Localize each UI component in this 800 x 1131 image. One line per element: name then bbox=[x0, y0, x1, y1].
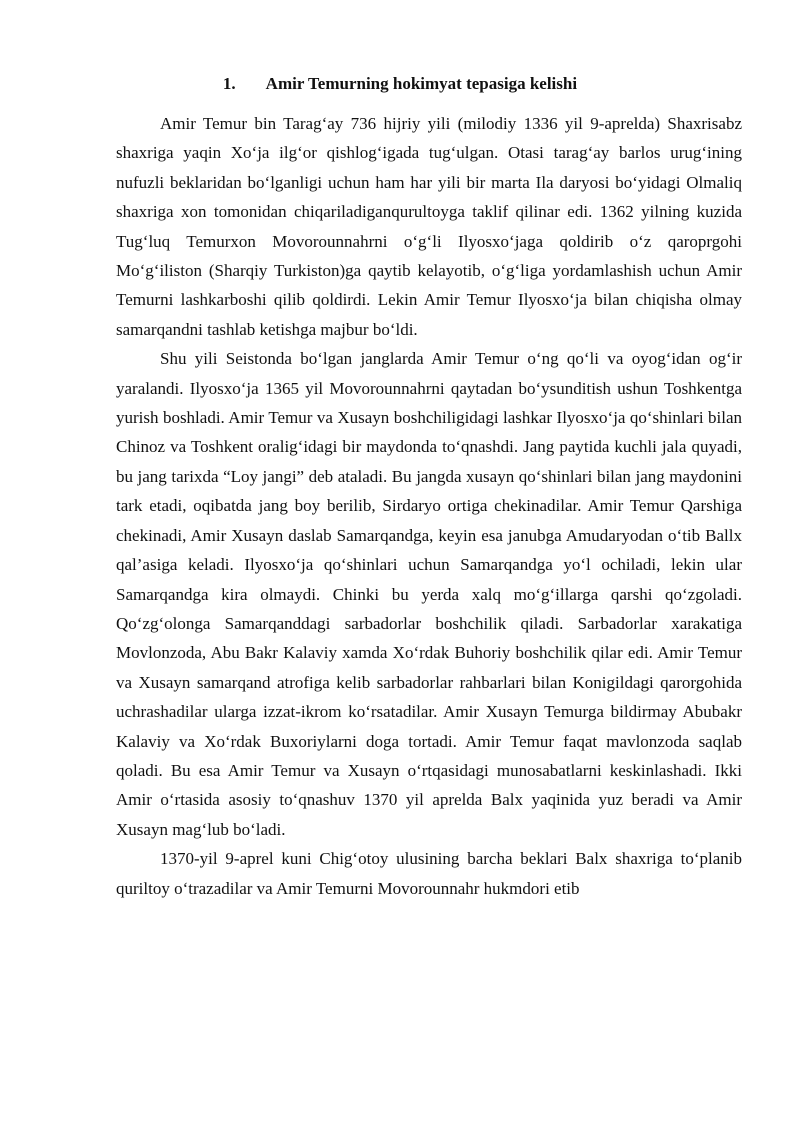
paragraph: 1370-yil 9-aprel kuni Chig‘otoy ulusining barcha beklari Balx shaxriga to‘planib quriltoy o‘trazadilar va Amir Temurni Movorounnahr hukmdori etib bbox=[116, 849, 742, 898]
section-title: Amir Temurning hokimyat tepasiga kelishi bbox=[265, 74, 578, 93]
paragraph: Amir Temur bin Tarag‘ay 736 hijriy yili (milodiy 1336 yil 9-aprelda) Shaxrisabz shaxriga yaqin Xo‘ja ilg‘or qishlog‘igada tug‘ulgan. Otasi tarag‘ay barlos urug‘ining nufuzli beklaridan bo‘lganligi uchun ham har yili bir marta Ila daryosi bo‘yidagi Olmaliq shaxriga xon tomonidan chiqariladiganqurultoyga taklif qilinar edi. 1362 yilning kuzida Tug‘luq Temurxon Movorounnahrni o‘g‘li Ilyosxo‘jaga qoldirib o‘z qaroprgohi Mo‘g‘iliston (Sharqiy Turkiston)ga qaytib kelayotib, o‘g‘liga yordamlashish uchun Amir Temurni lashkarboshi qilib qoldirdi. Lekin Amir Temur Ilyosxo‘ja bilan chiqisha olmay samarqandni tashlab ketishga majbur bo‘ldi. bbox=[116, 114, 742, 339]
document-body bbox=[116, 109, 742, 903]
paragraph: Shu yili Seistonda bo‘lgan janglarda Amir Temur o‘ng qo‘li va oyog‘idan og‘ir yaralandi. Ilyosxo‘ja 1365 yil Movorounnahrni qaytadan bo‘ysunditish ushun Toshkentga yurish boshladi. Amir Temur va Xusayn boshchiligidagi lashkar Ilyosxo‘ja qo‘shinlari bilan Chinoz va Toshkent oralig‘idagi bir maydonda to‘qnashdi. Jang paytida kuchli jala quyadi, bu jang tarixda “Loy jangi” deb ataladi. Bu jangda xusayn qo‘shinlari bilan jang maydonini tark etadi, oqibatda jang boy berilib, Sirdaryo ortiga chekinadilar. Amir Temur Qarshiga chekinadi, Amir Xusayn daslab Samarqandga, keyin esa janubga Amudaryodan o‘tib Ballx qal’asiga keladi. Ilyosxo‘ja qo‘shinlari uchun Samarqandga yo‘l ochiladi, lekin ular Samarqandga kira olmaydi. Chinki bu yerda xalq mo‘g‘illarga qarshi qo‘zgoladi. Qo‘zg‘olonga Samarqanddagi sarbadorlar boshchilik qiladi. Sarbadorlar xarakatiga Movlonzoda, Abu Bakr Kalaviy xamda Xo‘rdak Buhoriy boshchilik qilar edi. Amir Temur va Xusayn samarqand atrofiga kelib sarbadorlar rahbarlari bilan Konigildagi qarorgohida uchrashadilar ularga izzat-ikrom ko‘rsatadilar. Amir Xusayn Temurga bildirmay Abubakr Kalaviy va Xo‘rdak Buxoriylarni doga tortadi. Amir Temur faqat mavlonzoda saqlab qoladi. Bu esa Amir Temur va Xusayn o‘rtqasidagi munosabatlarni keskinlashadi. Ikki Amir o‘rtasida asosiy to‘qnashuv 1370 yil aprelda Balx yaqinida yuz beradi va Amir Xusayn mag‘lub bo‘ladi. bbox=[116, 349, 742, 839]
section-heading bbox=[0, 72, 800, 96]
section-number: 1. bbox=[222, 74, 236, 93]
